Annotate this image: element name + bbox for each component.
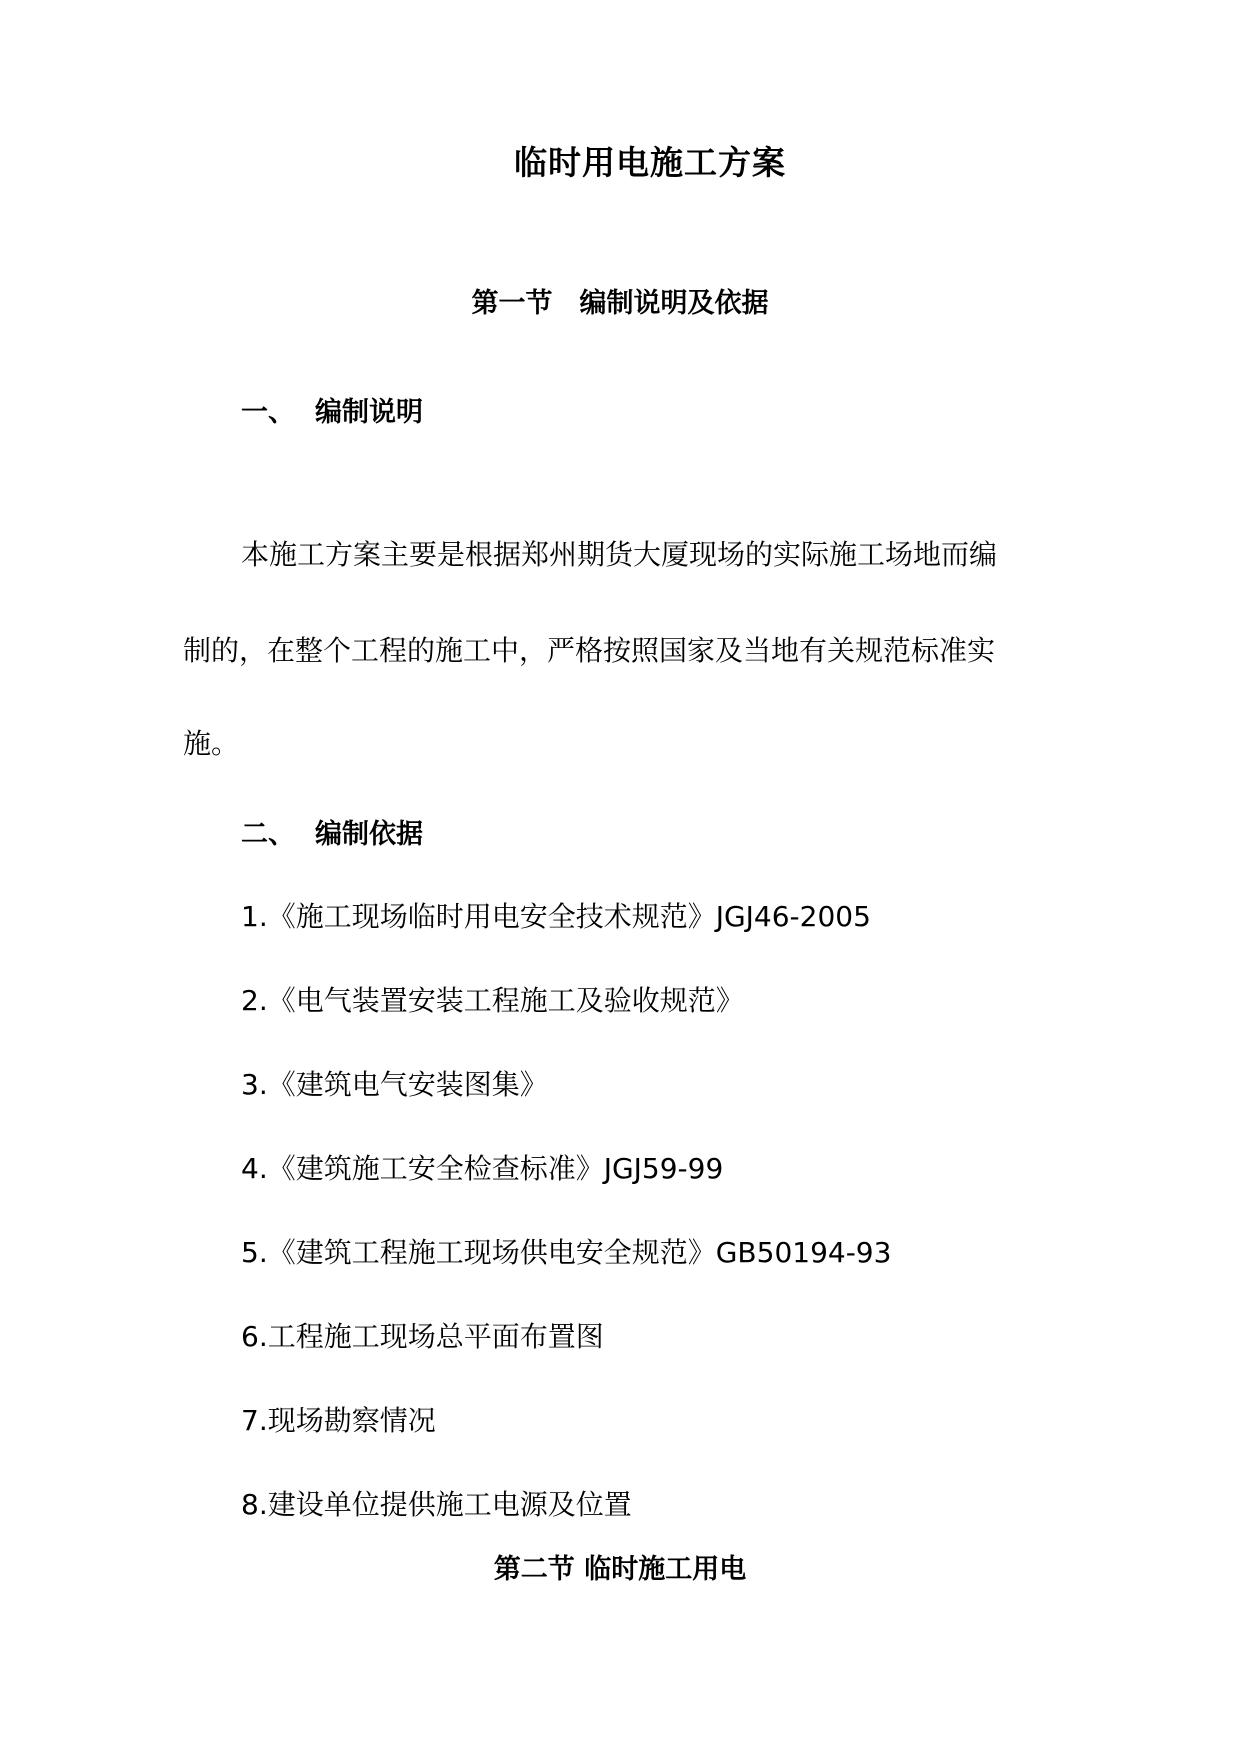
paragraph-line: 本施工方案主要是根据郑州期货大厦现场的实际施工场地而编 xyxy=(241,538,998,571)
basis-list-item: 5.《建筑工程施工现场供电安全规范》GB50194-93 xyxy=(241,1236,892,1269)
basis-list-item: 1.《施工现场临时用电安全技术规范》JGJ46-2005 xyxy=(241,900,871,933)
subheading-compilation-notes xyxy=(241,390,423,429)
paragraph-line: 制的，在整个工程的施工中，严格按照国家及当地有关规范标准实 xyxy=(183,634,996,667)
subheading-number: 二、 xyxy=(241,819,295,850)
basis-list-item: 8.建设单位提供施工电源及位置 xyxy=(241,1488,632,1521)
paragraph-line: 施。 xyxy=(183,727,240,760)
subheading-compilation-basis xyxy=(241,812,423,851)
basis-list-item: 3.《建筑电气安装图集》 xyxy=(241,1068,548,1101)
basis-list-item: 6.工程施工现场总平面布置图 xyxy=(241,1320,604,1353)
basis-list-item: 4.《建筑施工安全检查标准》JGJ59-99 xyxy=(241,1152,724,1185)
section-1-title: 第一节 编制说明及依据 xyxy=(471,288,769,319)
basis-list-item: 2.《电气装置安装工程施工及验收规范》 xyxy=(241,984,744,1017)
subheading-label: 编制说明 xyxy=(315,397,423,428)
subheading-number: 一、 xyxy=(241,397,295,428)
basis-list-item: 7.现场勘察情况 xyxy=(241,1404,436,1437)
subheading-label: 编制依据 xyxy=(315,819,423,850)
section-2-title: 第二节 临时施工用电 xyxy=(493,1554,747,1585)
document-title: 临时用电施工方案 xyxy=(514,143,786,182)
